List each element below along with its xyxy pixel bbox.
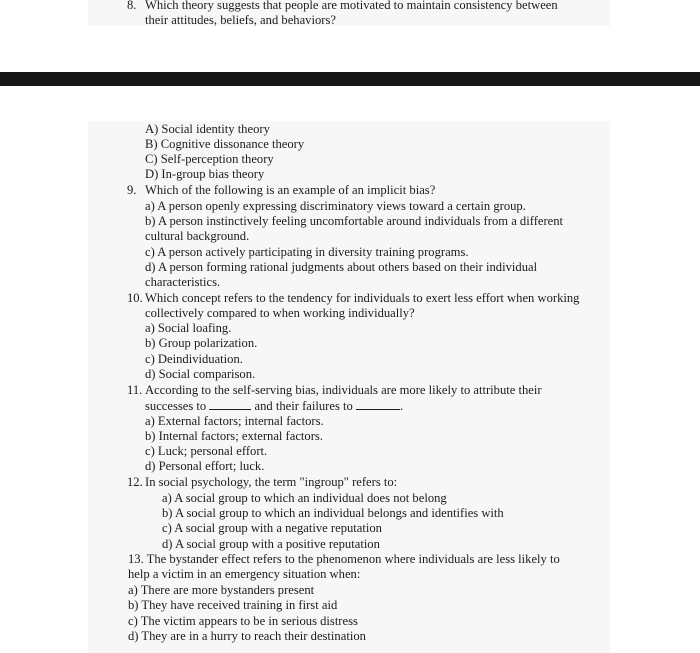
q10-option-b: b) Group polarization.: [145, 336, 258, 350]
q9-option-d-cont: characteristics.: [145, 275, 221, 289]
q9-option-b: b) A person instinctively feeling uncomfortable around individuals from a different: [145, 214, 564, 228]
q11-option-c: c) Luck; personal effort.: [145, 444, 268, 458]
q8-number: 8.: [127, 0, 137, 12]
q12-option-a: a) A social group to which an individual does not belong: [162, 491, 447, 505]
q11-option-b: b) Internal factors; external factors.: [145, 429, 323, 443]
q9-option-d: d) A person forming rational judgments about others based on their individual: [145, 260, 538, 274]
q8-option-d: D) In-group bias theory: [145, 167, 265, 181]
q9-text: Which of the following is an example of an implicit bias?: [145, 183, 436, 197]
q11-blank-1: [209, 399, 251, 410]
q11-text-part3: .: [399, 399, 404, 413]
q9-option-c: c) A person actively participating in diversity training programs.: [145, 245, 469, 259]
q12-option-c: c) A social group with a negative reputation: [162, 521, 382, 535]
q8-option-c: C) Self-perception theory: [145, 152, 274, 166]
q13-text-line1: 13. The bystander effect refers to the phenomenon where individuals are less likely to: [128, 552, 560, 566]
q10-option-a: a) Social loafing.: [145, 321, 232, 335]
q8-text-line1: Which theory suggests that people are motivated to maintain consistency between: [145, 0, 558, 12]
q11-blank-2: [356, 399, 400, 410]
q10-text-line1: Which concept refers to the tendency for individuals to exert less effort when working: [145, 291, 580, 305]
q9-option-a: a) A person openly expressing discriminatory views toward a certain group.: [145, 199, 526, 213]
q12-text: In social psychology, the term "ingroup" refers to:: [145, 475, 398, 489]
q13-option-c: c) The victim appears to be in serious distress: [128, 614, 358, 628]
q11-option-d: d) Personal effort; luck.: [145, 459, 265, 473]
q13-option-d: d) They are in a hurry to reach their destination: [128, 629, 366, 643]
q11-number: 11.: [127, 383, 143, 397]
q11-text-part1: successes to: [145, 399, 207, 413]
q12-number: 12.: [127, 475, 143, 489]
q13-text-line2: help a victim in an emergency situation when:: [128, 567, 361, 581]
q11-text-line2: [145, 399, 403, 414]
q12-option-d: d) A social group with a positive reputation: [162, 537, 380, 551]
q8-text-line2: their attitudes, beliefs, and behaviors?: [145, 13, 336, 27]
q11-text-line1: According to the self-serving bias, individuals are more likely to attribute their: [145, 383, 542, 397]
q9-number: 9.: [127, 183, 137, 197]
q8-option-b: B) Cognitive dissonance theory: [145, 137, 305, 151]
page-gap-band: [0, 72, 700, 86]
q9-option-b-cont: cultural background.: [145, 229, 250, 243]
q10-number: 10.: [127, 291, 143, 305]
q10-option-d: d) Social comparison.: [145, 367, 256, 381]
q10-option-c: c) Deindividuation.: [145, 352, 243, 366]
q11-text-part2: and their failures to: [254, 399, 353, 413]
q13-option-a: a) There are more bystanders present: [128, 583, 315, 597]
q8-option-a: A) Social identity theory: [145, 122, 270, 136]
q13-option-b: b) They have received training in first aid: [128, 598, 338, 612]
q10-text-line2: collectively compared to when working individually?: [145, 306, 415, 320]
q12-option-b: b) A social group to which an individual belongs and identifies with: [162, 506, 504, 520]
q11-option-a: a) External factors; internal factors.: [145, 414, 324, 428]
